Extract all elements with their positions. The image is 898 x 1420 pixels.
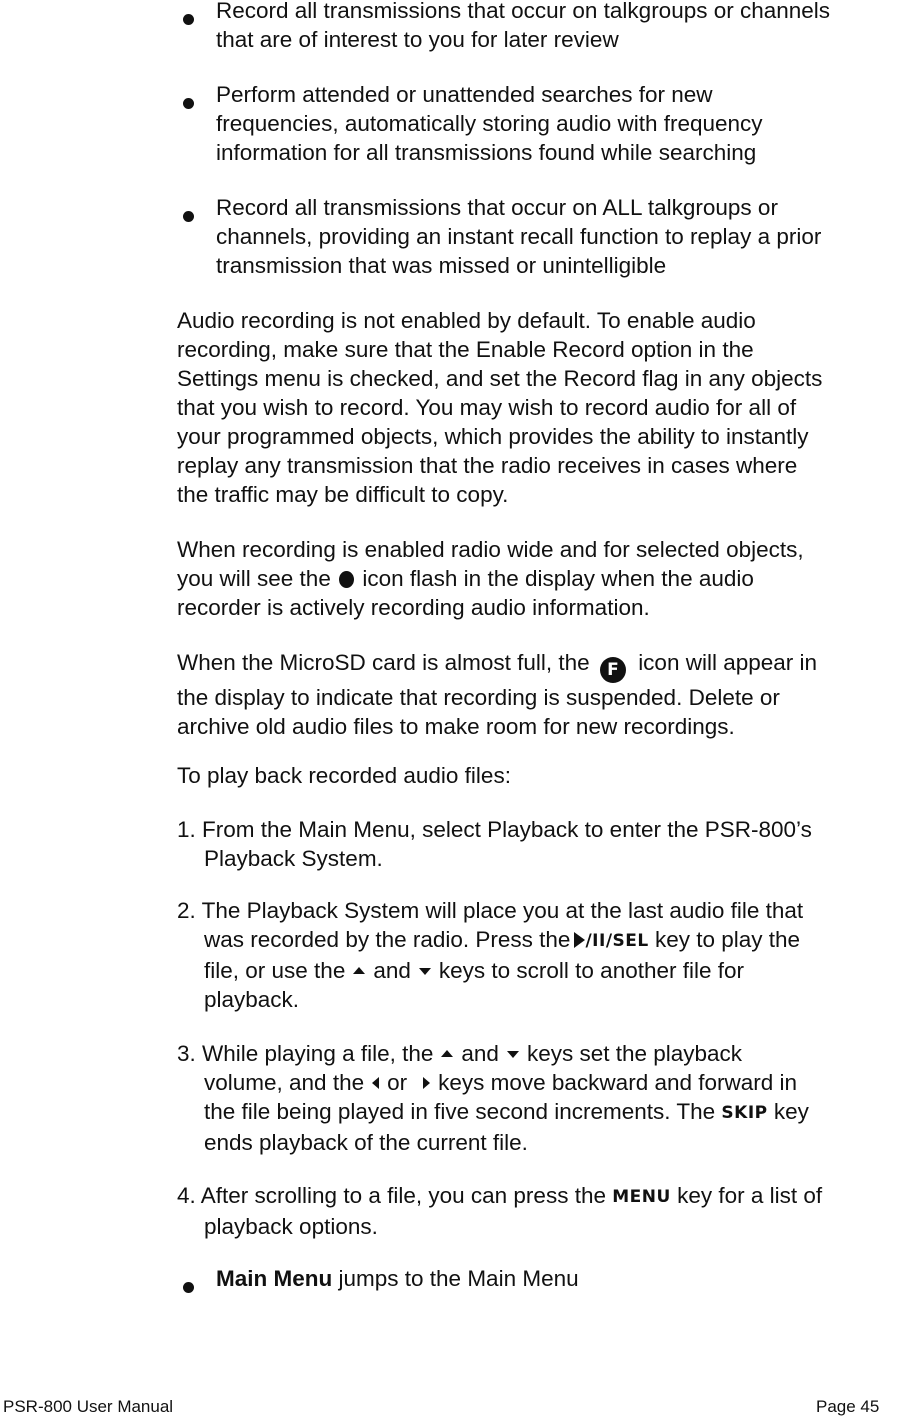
play-pause-sel-key: /II/SEL [585,931,649,951]
down-arrow-icon [507,1051,519,1058]
step-3: 3. While playing a file, the and keys set the playback volume, and the or keys move backward and forward in the file being played in five second increments. The SKIP key ends playback of the current file. [177,1041,809,1155]
list-item: Record all transmissions that occur on ALL talkgroups or channels, providing an instant recall function to replay a prior transmission that was missed or unintelligible [216,195,822,278]
step-1: 1. From the Main Menu, select Playback to enter the PSR-800’s Playback System. [177,817,812,871]
left-arrow-icon [372,1077,379,1089]
bullet-icon [183,14,194,25]
card-full-icon: F [600,657,626,683]
list-item: Record all transmissions that occur on talkgroups or channels that are of interest to you for later review [216,0,831,52]
skip-key: SKIP [721,1103,768,1123]
footer-page-number: Page 45 [816,1397,880,1416]
up-arrow-icon [353,967,365,974]
play-pause-icon [574,932,585,948]
enable-recording-paragraph: Audio recording is not enabled by default. To enable audio recording, make sure that the Enable Record option in the Settings menu is checked, and set the Record flag in any objects that you wish to record. You may wish to record audio for all of your programmed objects, which provides the ability to instantly replay any transmission that the radio receives in cases where the traffic may be difficult to copy. [177,308,823,507]
bullet-icon [183,1282,194,1293]
right-arrow-icon [423,1077,430,1089]
bullet-icon [183,211,194,222]
playback-intro: To play back recorded audio files: [177,763,511,788]
footer-manual-title: PSR-800 User Manual [3,1397,174,1416]
bullet-icon [183,98,194,109]
menu-key: MENU [612,1187,671,1207]
record-dot-icon [339,571,354,588]
list-item: Perform attended or unattended searches for new frequencies, automatically storing audio with frequency information for all transmissions found while searching [216,82,763,165]
step-4: 4. After scrolling to a file, you can press the MENU key for a list of playback options. [177,1183,823,1239]
card-full-paragraph: When the MicroSD card is almost full, the F icon will appear in the display to indicate that recording is suspended. Delete or archive old audio files to make room for new recordings. [177,650,818,739]
main-menu-option: Main Menu jumps to the Main Menu [216,1266,579,1291]
step-2: 2. The Playback System will place you at the last audio file that was recorded by the radio. Press the /II/SEL key to play the file, or use the and keys to scroll to another file for playback. [177,898,804,1012]
down-arrow-icon [419,968,431,975]
record-icon-paragraph: When recording is enabled radio wide and for selected objects, you will see the icon flash in the display when the audio recorder is actively recording audio information. [177,537,804,620]
up-arrow-icon [441,1050,453,1057]
